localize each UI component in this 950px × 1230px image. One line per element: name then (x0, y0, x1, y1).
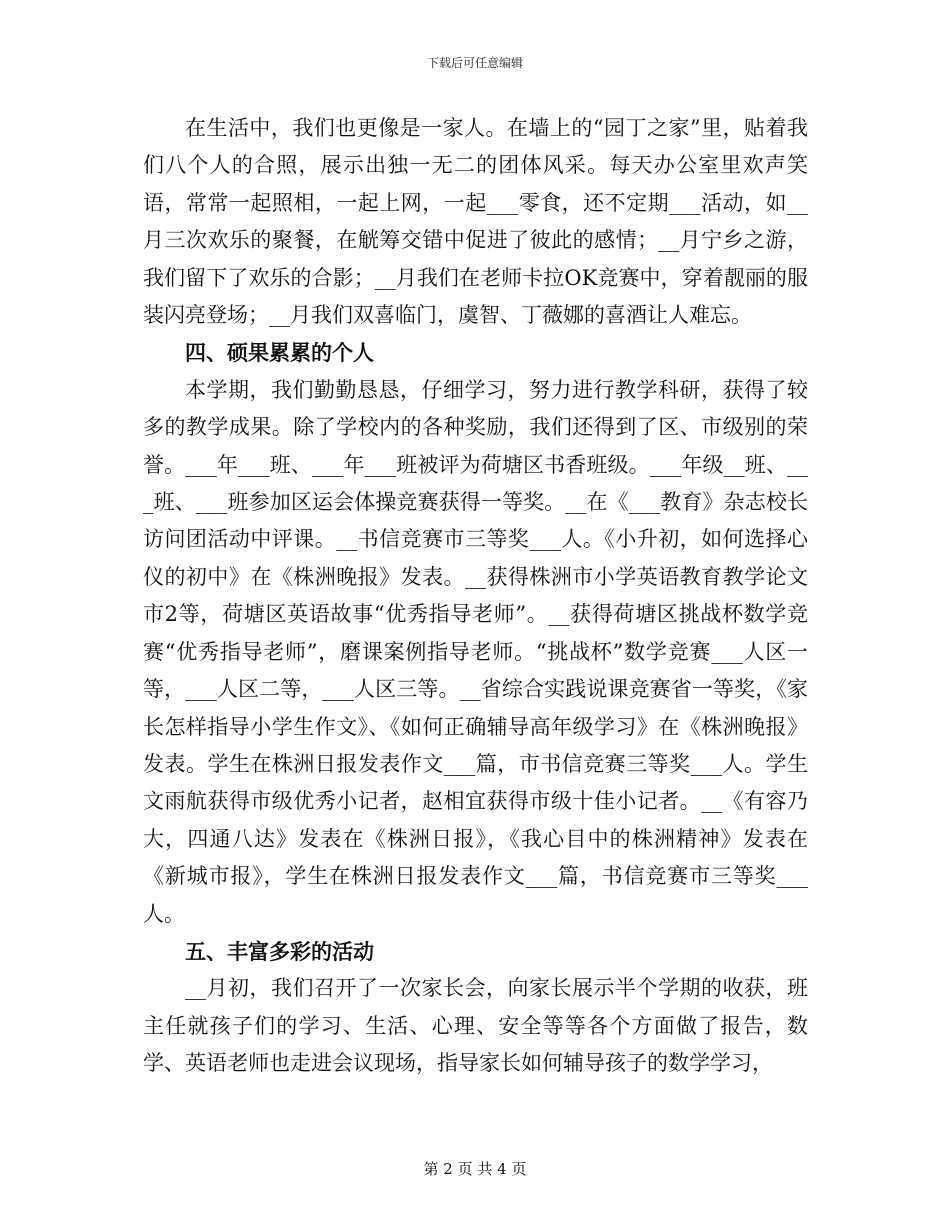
paragraph-family-life: 在生活中，我们也更像是一家人。在墙上的“园丁之家”里，贴着我们八个人的合照，展示出独一无二的团体风采。每天办公室里欢声笑语，常常一起照相，一起上网，一起___零食，还不定期___活动，如__月三次欢乐的聚餐，在觥筹交错中促进了彼此的感情；__月宁乡之游，我们留下了欢乐的合影；__月我们在老师卡拉OK竞赛中，穿着靓丽的服装闪亮登场；__月我们双喜临门，虞智、丁薇娜的喜酒让人难忘。 (143, 116, 808, 328)
section-heading-personal-achievements: 四、硕果累累的个人 (185, 340, 374, 366)
page-number: 第 2 页 共 4 页 (423, 1160, 527, 1178)
document-body (143, 110, 808, 1083)
section-heading-activities: 五、丰富多彩的活动 (185, 938, 374, 964)
page-header: 下载后可任意编辑 (426, 56, 523, 70)
paragraph-activities: __月初，我们召开了一次家长会，向家长展示半个学期的收获，班主任就孩子们的学习、生活、心理、安全等等各个方面做了报告，数学、英语老师也走进会议现场，指导家长如何辅导孩子的数学学习， (143, 976, 808, 1076)
paragraph-achievements: 本学期，我们勤勤恳恳，仔细学习，努力进行教学科研，获得了较多的教学成果。除了学校内的各种奖励，我们还得到了区、市级别的荣誉。___年___班、___年___班被评为荷塘区书香班级。___年级__班、___班、___班参加区运会体操竞赛获得一等奖。__在《___教育》杂志校长访问团活动中评课。__书信竞赛市三等奖___人。《小升初，如何选择心仪的初中》在《株洲晚报》发表。__获得株洲市小学英语教育教学论文市2等，荷塘区英语故事“优秀指导老师”。__获得荷塘区挑战杯数学竞赛“优秀指导老师”，磨课案例指导老师。“挑战杯”数学竞赛___人区一等，___人区二等，___人区三等。__省综合实践说课竞赛省一等奖，《家长怎样指导小学生作文》、《如何正确辅导高年级学习》在《株洲晚报》发表。学生在株洲日报发表作文___篇，市书信竞赛三等奖___人。学生文雨航获得市级优秀小记者，赵相宜获得市级十佳小记者。__《有容乃大，四通八达》发表在《株洲日报》，《我心目中的株洲精神》发表在《新城市报》，学生在株洲日报发表作文___篇，书信竞赛市三等奖___人。 (143, 377, 808, 926)
